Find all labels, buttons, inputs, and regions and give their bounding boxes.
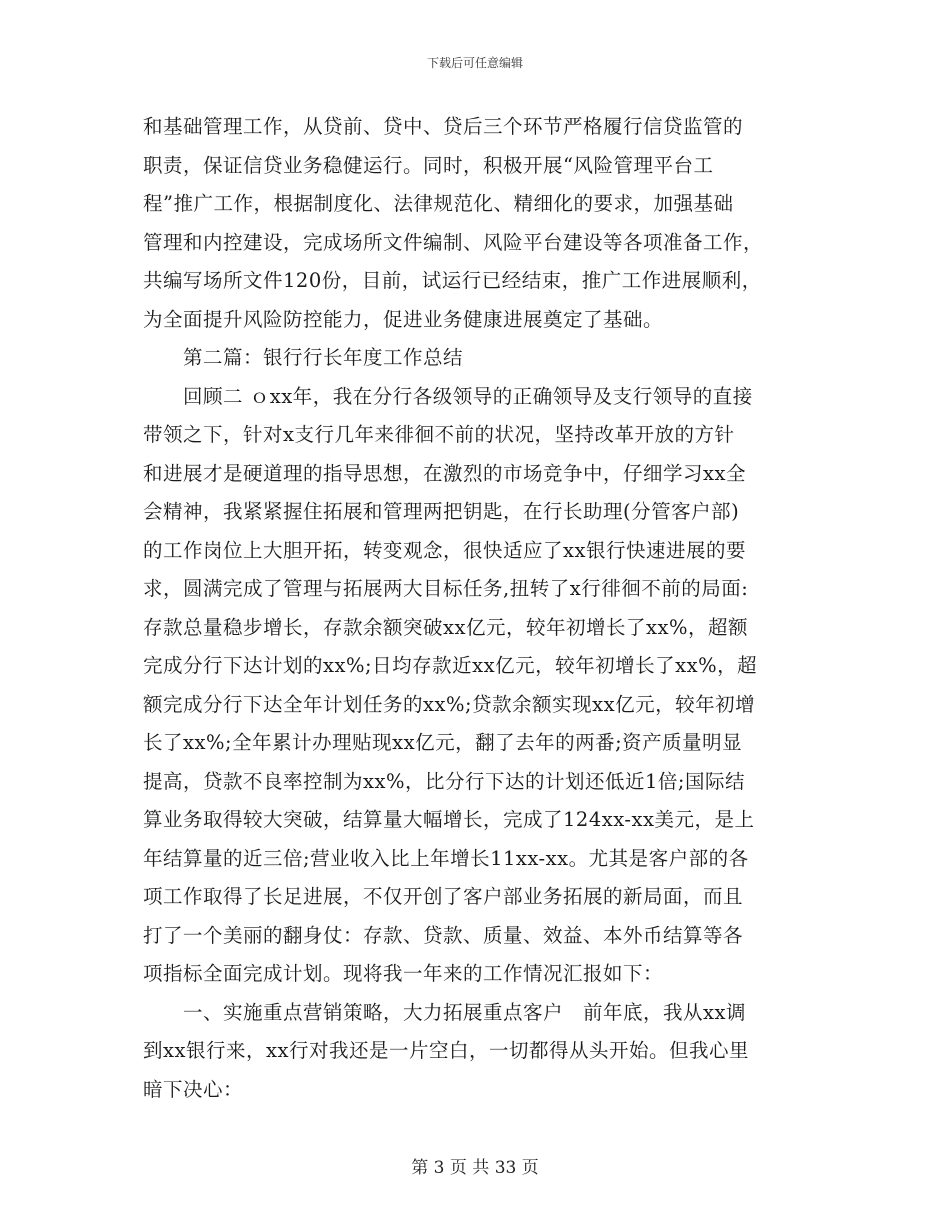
page-number-footer: 第 3 页 共 33 页 — [411, 1158, 539, 1178]
text-line: 的工作岗位上大胆开拓，转变观念，很快适应了xx银行快速进展的要 — [143, 538, 746, 562]
text-line: 打了一个美丽的翻身仗：存款、贷款、质量、效益、本外币结算等各 — [143, 923, 744, 947]
text-line: 会精神，我紧紧握住拓展和管理两把钥匙，在行长助理(分管客户部) — [143, 500, 740, 523]
text-line: 求，圆满完成了管理与拓展两大目标任务,扭转了x行徘徊不前的局面: — [143, 577, 749, 600]
text-line: 完成分行下达计划的xx%;日均存款近xx亿元，较年初增长了xx%，超 — [143, 654, 758, 677]
text-line: 项工作取得了长足进展，不仅开创了客户部业务拓展的新局面，而且 — [143, 885, 744, 908]
section-heading: 第二篇：银行行长年度工作总结 — [143, 346, 464, 369]
text-line: 到xx银行来，xx行对我还是一片空白，一切都得从头开始。但我心里 — [143, 1039, 749, 1062]
text-line: 管理和内控建设，完成场所文件编制、风险平台建设等各项准备工作， — [143, 230, 764, 254]
text-line: 职责，保证信贷业务稳健运行。同时，积极开展“风险管理平台工 — [143, 153, 714, 177]
text-line: 共编写场所文件120份，目前，试运行已经结束，推广工作进展顺利， — [143, 269, 762, 292]
text-line: 和基础管理工作，从贷前、贷中、贷后三个环节严格履行信贷监管的 — [143, 115, 744, 138]
text-line: 项指标全面完成计划。现将我一年来的工作情况汇报如下： — [143, 962, 664, 985]
text-line: 额完成分行下达全年计划任务的xx%;贷款余额实现xx亿元，较年初增 — [143, 692, 756, 716]
text-line: 为全面提升风险防控能力，促进业务健康进展奠定了基础。 — [143, 307, 664, 331]
text-line: 存款总量稳步增长，存款余额突破xx亿元，较年初增长了xx%，超额 — [143, 615, 749, 639]
text-line: 暗下决心： — [143, 1077, 244, 1101]
text-line: 一、实施重点营销策略，大力拓展重点客户 前年底，我从xx调 — [143, 1000, 746, 1024]
text-line: 程”推广工作，根据制度化、法律规范化、精细化的要求，加强基础 — [143, 192, 734, 215]
text-line: 回顾二 ｏxx年，我在分行各级领导的正确领导及支行领导的直接 — [143, 384, 753, 408]
page-header: 下载后可任意编辑 — [426, 56, 523, 70]
text-line: 提高，贷款不良率控制为xx%，比分行下达的计划还低近1倍;国际结 — [143, 769, 746, 793]
text-line: 年结算量的近三倍;营业收入比上年增长11xx-xx。尤其是客户部的各 — [143, 846, 749, 870]
text-line: 带领之下，针对x支行几年来徘徊不前的状况，坚持改革开放的方针 — [143, 423, 735, 446]
document-body — [143, 108, 808, 1109]
text-line: 和进展才是硬道理的指导思想，在激烈的市场竞争中，仔细学习xx全 — [143, 461, 746, 485]
text-line: 长了xx%;全年累计办理贴现xx亿元，翻了去年的两番;资产质量明显 — [143, 731, 743, 754]
text-line: 算业务取得较大突破，结算量大幅增长，完成了124xx-xx美元，是上 — [143, 808, 755, 831]
